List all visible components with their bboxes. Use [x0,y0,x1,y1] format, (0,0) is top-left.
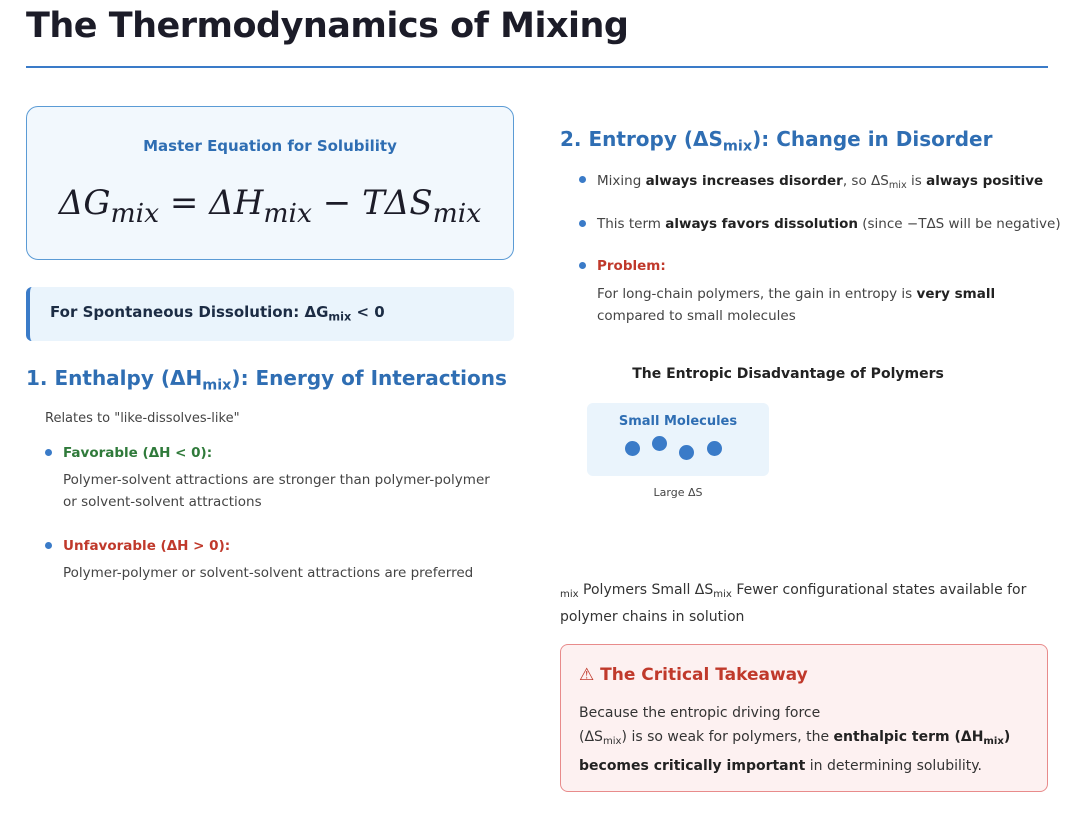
favorable-heading: Favorable (ΔH < 0): [63,445,213,461]
b1-mid2: is [906,173,927,189]
eq-s-sub: mix [432,197,482,229]
spontaneous-sub: mix [328,310,352,324]
entropy-heading-lead: 2. Entropy (ΔS [560,127,723,151]
takeaway-pre: Because the entropic driving force (ΔS [579,705,821,745]
eq-h: ΔH [209,183,264,223]
master-equation-card [26,106,514,260]
spontaneous-callout [26,287,514,341]
entropy-heading [560,127,992,154]
critical-takeaway-card [560,644,1048,792]
b1-mid: , so ΔS [842,173,889,189]
takeaway-bold-lead: enthalpic term (ΔH [833,729,984,745]
problem-tail: compared to small molecules [597,308,796,324]
polymer-entropy-caption [560,579,1050,628]
small-molecules-label: Small Molecules [618,414,738,429]
spontaneous-text [50,303,385,323]
eq-equals: = [159,183,210,223]
b1-bold: always increases disorder [645,173,843,189]
large-ds-label: Large ΔS [653,486,703,499]
b2-tail: (since −TΔS will be negative) [857,216,1061,232]
eq-h-sub: mix [263,197,312,229]
takeaway-bold-tail: ) becomes critically important [579,729,1011,775]
b1-sub: mix [888,179,907,191]
molecule-dot [679,445,694,460]
orphan-sub2: mix [713,589,732,601]
favorable-description: Polymer-solvent attractions are stronger than polymer-polymer or solvent-solvent attractions [63,472,490,510]
orphan-mid: Polymers Small ΔS [578,582,714,598]
entropy-heading-tail: ): Change in Disorder [752,127,993,151]
unfavorable-description: Polymer-polymer or solvent-solvent attractions are preferred [63,565,474,581]
diagram-title: The Entropic Disadvantage of Polymers [632,366,944,382]
bullet-dot [45,449,52,456]
master-equation [27,183,513,229]
eq-minus: − [311,183,363,223]
bullet-dot [45,542,52,549]
bullet-dot [579,220,586,227]
title-divider [26,66,1048,68]
takeaway-title: ⚠ The Critical Takeaway [579,665,808,685]
takeaway-tail: in determining solubility. [805,758,982,775]
orphan-tail: Fewer configurational states available for polymer chains in solution [560,582,1027,626]
b1-pre: Mixing [597,173,646,189]
bullet-dot [579,262,586,269]
problem-pre: For long-chain polymers, the gain in entropy is [597,286,917,302]
entropy-heading-sub: mix [722,138,753,155]
equation-label: Master Equation for Solubility [143,137,397,155]
enthalpy-heading-sub: mix [202,377,232,394]
b2-pre: This term [597,216,666,232]
takeaway-sub1: mix [602,736,622,748]
eq-g-sub: mix [110,197,160,229]
enthalpy-heading [26,366,507,393]
takeaway-mid: ) is so weak for polymers, the [621,729,834,745]
bullet-dot [579,176,586,183]
problem-heading: Problem: [597,258,666,274]
eq-s: TΔS [362,183,433,223]
b1-bold2: always positive [926,173,1044,189]
molecule-dot [625,441,640,456]
problem-description [597,283,1052,327]
entropy-bullet-2 [597,213,1061,235]
molecule-dot [652,436,667,451]
small-molecules-box [587,403,769,476]
orphan-sub1: mix [560,589,579,601]
spontaneous-tail: < 0 [351,303,385,321]
eq-g: ΔG [58,183,111,223]
relates-text: Relates to "like-dissolves-like" [45,411,240,426]
unfavorable-heading: Unfavorable (ΔH > 0): [63,538,231,554]
entropy-bullet-1 [597,170,1043,197]
page-title: The Thermodynamics of Mixing [26,6,629,46]
takeaway-body [579,701,1019,778]
b2-bold: always favors dissolution [665,216,858,232]
problem-bold: very small [916,286,996,302]
enthalpy-heading-lead: 1. Enthalpy (ΔH [26,366,203,390]
enthalpy-heading-tail: ): Energy of Interactions [231,366,507,390]
molecule-dot [707,441,722,456]
takeaway-bold-sub: mix [983,736,1004,748]
spontaneous-lead: For Spontaneous Dissolution: ΔG [50,303,329,321]
